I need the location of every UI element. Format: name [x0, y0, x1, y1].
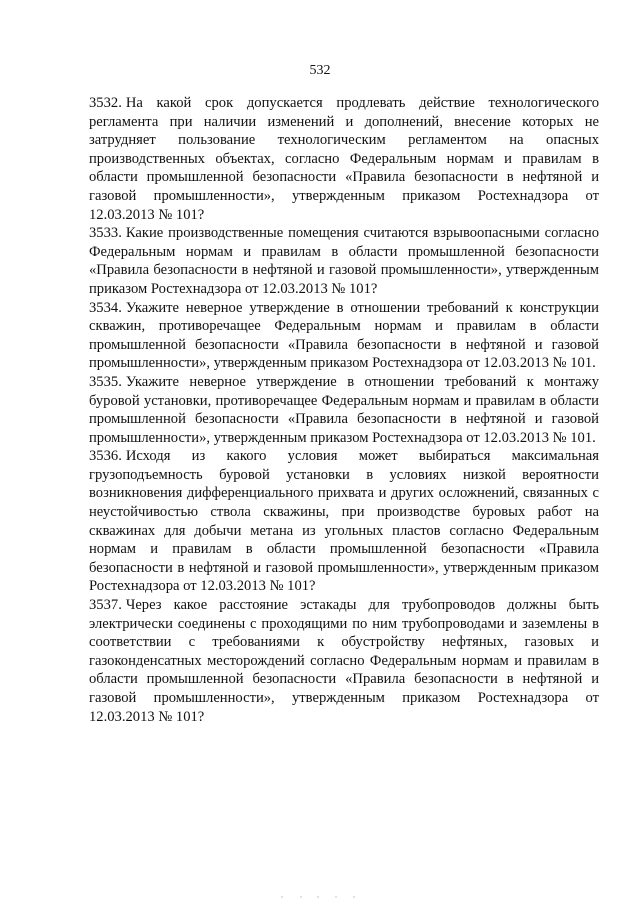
question-number: 3537. [89, 597, 122, 614]
question-item [89, 373, 599, 447]
question-item [89, 447, 599, 596]
question-number: 3535. [89, 373, 122, 390]
question-number: 3534. [89, 299, 122, 316]
question-list [89, 94, 599, 726]
question-text: Укажите неверное утверждение в отношении требований к конструкции скважин, противоречащее Федеральным нормам и правилам в области промышленной безопасности «Правила безопасности в нефтяной и газовой промышленности», утвержденным приказом Ростехнадзора от 12.03.2013 № 101. [89, 299, 599, 372]
question-item [89, 224, 599, 298]
question-number: 3533. [89, 225, 122, 242]
question-number: 3532. [89, 95, 122, 111]
question-item [89, 299, 599, 373]
question-text: Укажите неверное утверждение в отношении требований к монтажу буровой установки, противоречащее Федеральным нормам и правилам в области промышленной безопасности «Правила безопасности в нефтяной и газовой промышленности», утвержденным приказом Ростехнадзора от 12.03.2013 № 101. [89, 373, 599, 446]
page-number: 532 [309, 63, 331, 78]
scan-artifact [0, 895, 640, 899]
question-text: Исходя из какого условия может выбираться максимальная грузоподъемность буровой установки в условиях низкой вероятности возникновения дифференциального прихвата и других осложнений, связанных с неустойчивостью ствола скважины, при производстве буровых работ на скважинах для добычи метана из угольных пластов согласно Федеральным нормам и правилам в области промышленной безопасности «Правила безопасности в нефтяной и газовой промышленности», утвержденным приказом Ростехнадзора от 12.03.2013 № 101? [89, 448, 599, 595]
question-text: На какой срок допускается продлевать действие технологического регламента при наличии изменений и дополнений, внесение которых не затрудняет пользование технологическим регламентом на опасных производственных объектах, согласно Федеральным нормам и правилам в области промышленной безопасности «Правила безопасности в нефтяной и газовой промышленности», утвержденным приказом Ростехнадзора от 12.03.2013 № 101? [89, 95, 599, 223]
question-number: 3536. [89, 448, 122, 465]
question-item [89, 94, 599, 224]
question-item [89, 596, 599, 726]
question-text: Какие производственные помещения считаются взрывоопасными согласно Федеральным нормам и правилам в области промышленной безопасности «Правила безопасности в нефтяной и газовой промышленности», утвержденным приказом Ростехнадзора от 12.03.2013 № 101? [89, 225, 599, 297]
question-text: Через какое расстояние эстакады для трубопроводов должны быть электрически соединены с проходящими по ним трубопроводами и заземлены в соответствии с требованиями к обустройству нефтяных, газовых и газоконденсатных месторождений согласно Федеральным нормам и правилам в области промышленной безопасности «Правила безопасности в нефтяной и газовой промышленности», утвержденным приказом Ростехнадзора от 12.03.2013 № 101? [89, 597, 599, 725]
